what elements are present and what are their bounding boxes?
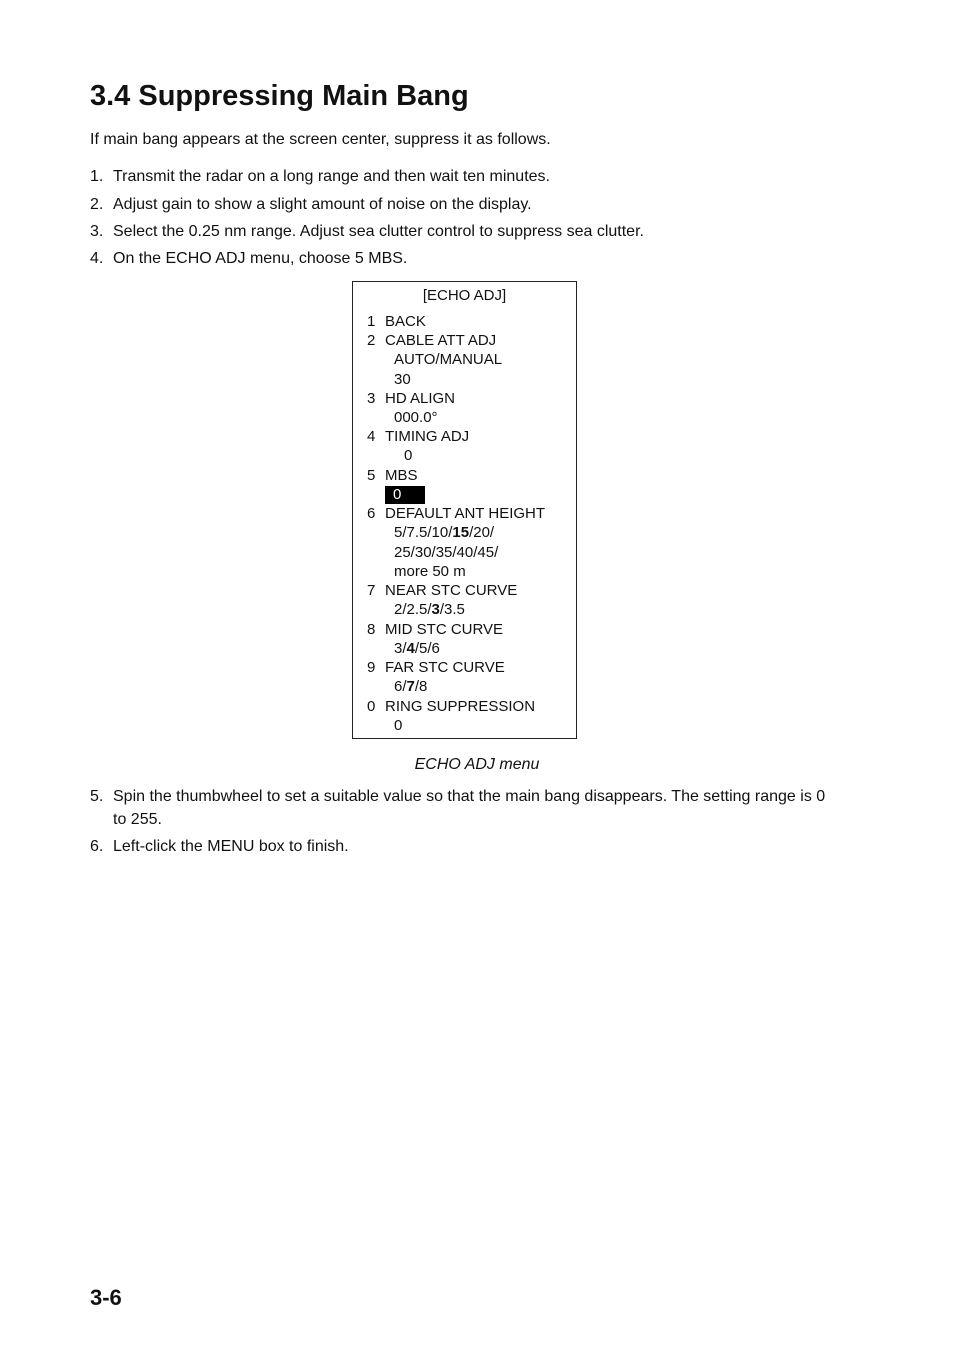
menu-item-near-stc-curve[interactable] (367, 582, 517, 600)
menu-option: 30 (394, 371, 411, 388)
option-selected: 4 (406, 640, 415, 657)
menu-item-mbs[interactable] (367, 467, 418, 485)
menu-option: 25/30/35/40/45/ (394, 544, 499, 561)
step-1 (90, 165, 830, 188)
menu-item-timing-adj[interactable] (367, 428, 469, 446)
menu-option: 0 (404, 447, 413, 464)
intro-text: If main bang appears at the screen center, suppress it as follows. (90, 131, 551, 148)
step-text: Select the 0.25 nm range. Adjust sea clutter control to suppress sea clutter. (113, 223, 644, 240)
step-text: Left-click the MENU box to finish. (113, 838, 349, 855)
step-5 (90, 785, 830, 831)
option-selected: 7 (406, 678, 415, 695)
step-number: 1. (90, 168, 104, 185)
option-selected: 3 (431, 601, 440, 618)
menu-item-label: MID STC CURVE (385, 621, 504, 638)
menu-option (394, 640, 440, 658)
option-text: 5/7.5/10/ (394, 524, 453, 541)
menu-option (394, 601, 465, 619)
menu-item-number: 4 (367, 428, 376, 445)
step-text: Spin the thumbwheel to set a suitable value so that the main bang disappears. The setting range is 0 to 255. (113, 788, 826, 828)
menu-item-label: NEAR STC CURVE (385, 582, 518, 599)
step-3 (90, 220, 830, 243)
menu-item-number: 8 (367, 621, 376, 638)
option-text: 6/ (394, 678, 407, 695)
menu-item-hd-align[interactable] (367, 390, 455, 408)
menu-item-number: 6 (367, 505, 376, 522)
menu-item-far-stc-curve[interactable] (367, 659, 505, 677)
mbs-value: 0 (385, 486, 425, 504)
menu-item-label: CABLE ATT ADJ (385, 332, 497, 349)
menu-item-label: MBS (385, 467, 418, 484)
option-text: /3.5 (439, 601, 465, 618)
menu-item-label: RING SUPPRESSION (385, 698, 536, 715)
step-number: 5. (90, 788, 104, 805)
menu-item-number: 7 (367, 582, 376, 599)
menu-item-label: HD ALIGN (385, 390, 456, 407)
mbs-value-field[interactable] (385, 486, 425, 504)
option-selected: 15 (452, 524, 470, 541)
menu-item-label: BACK (385, 313, 426, 330)
step-text: Transmit the radar on a long range and then wait ten minutes. (113, 168, 550, 185)
step-6 (90, 835, 830, 858)
menu-option: more 50 m (394, 563, 466, 580)
menu-item-label: DEFAULT ANT HEIGHT (385, 505, 546, 522)
option-text: 3/ (394, 640, 407, 657)
step-number: 3. (90, 223, 104, 240)
menu-item-number: 0 (367, 698, 376, 715)
menu-item-number: 3 (367, 390, 376, 407)
step-4 (90, 247, 830, 270)
section-title: 3.4 Suppressing Main Bang (90, 80, 469, 112)
menu-item-mid-stc-curve[interactable] (367, 621, 503, 639)
menu-item-number: 9 (367, 659, 376, 676)
menu-item-number: 1 (367, 313, 376, 330)
menu-item-label: TIMING ADJ (385, 428, 470, 445)
menu-item-default-ant-height[interactable] (367, 505, 545, 523)
menu-item-back[interactable] (367, 313, 426, 331)
step-number: 6. (90, 838, 104, 855)
page-number: 3-6 (90, 1285, 122, 1310)
option-text: /5/6 (414, 640, 440, 657)
menu-title: [ECHO ADJ] (422, 287, 507, 304)
figure-caption: ECHO ADJ menu (414, 756, 540, 773)
menu-item-number: 5 (367, 467, 376, 484)
step-number: 2. (90, 196, 104, 213)
menu-option: AUTO/MANUAL (394, 351, 503, 368)
menu-option: 000.0° (394, 409, 438, 426)
menu-item-label: FAR STC CURVE (385, 659, 505, 676)
step-text: On the ECHO ADJ menu, choose 5 MBS. (113, 250, 408, 267)
echo-adj-menu (352, 281, 577, 739)
menu-item-number: 2 (367, 332, 376, 349)
menu-option (394, 524, 494, 542)
option-text: 2/2.5/ (394, 601, 432, 618)
menu-item-cable-att-adj[interactable] (367, 332, 496, 350)
option-text: /8 (414, 678, 428, 695)
menu-option (394, 678, 427, 696)
step-text: Adjust gain to show a slight amount of noise on the display. (113, 196, 532, 213)
step-2 (90, 193, 830, 216)
menu-item-ring-suppression[interactable] (367, 698, 535, 716)
step-number: 4. (90, 250, 104, 267)
menu-option: 0 (394, 717, 403, 734)
option-text: /20/ (469, 524, 495, 541)
